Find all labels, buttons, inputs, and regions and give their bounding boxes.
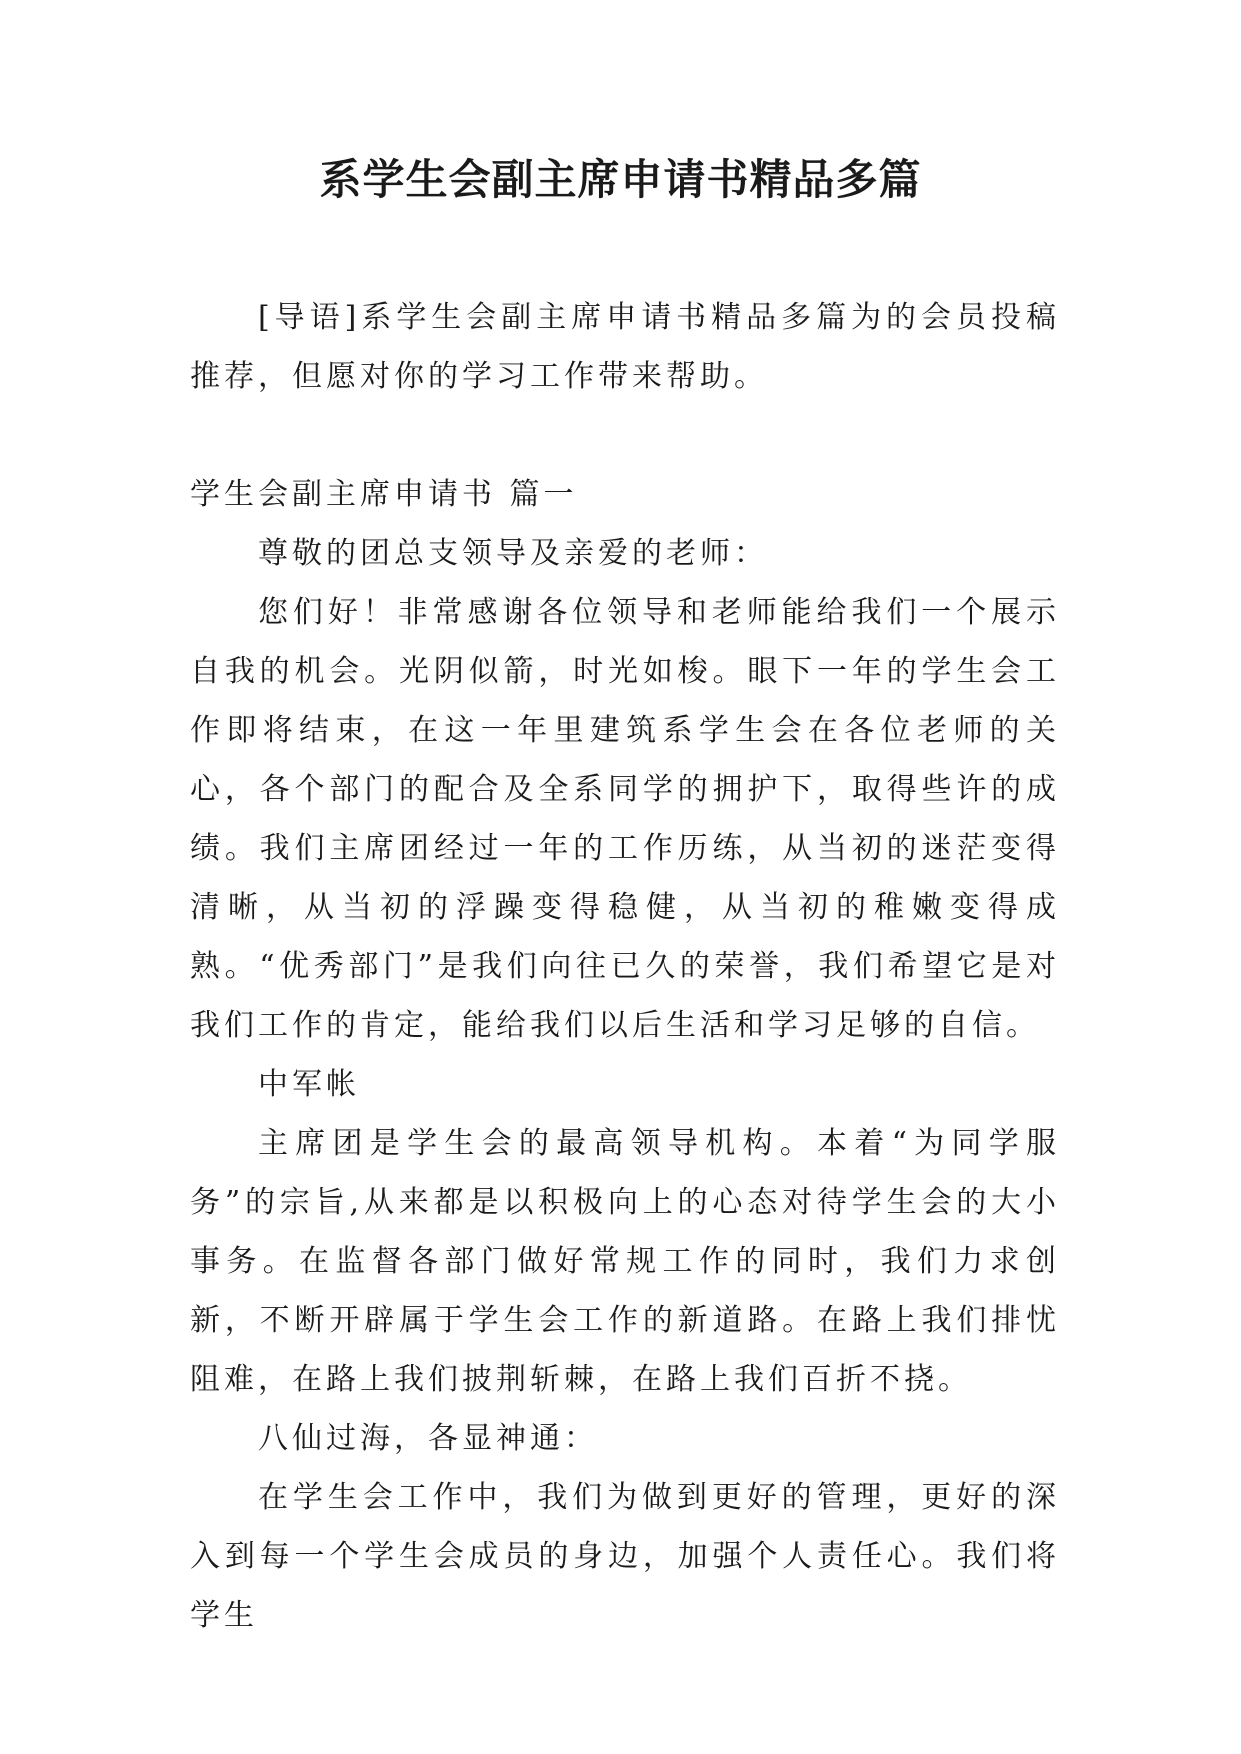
paragraph: 在学生会工作中，我们为做到更好的管理，更好的深入到每一个学生会成员的身边，加强个人责任心。我们将学生 (190, 1480, 1060, 1633)
paragraph: 主席团是学生会的最高领导机构。本着“为同学服务”的宗旨,从来都是以积极向上的心态对待学生会的大小事务。在监督各部门做好常规工作的同时，我们力求创新，不断开辟属于学生会工作的新道路。在路上我们排忧阻难，在路上我们披荆斩棘，在路上我们百折不挠。 (190, 1126, 1060, 1397)
document-title: 系学生会副主席申请书精品多篇 (319, 155, 922, 204)
spacer (190, 406, 1060, 465)
section-heading: 学生会副主席申请书 篇一 (190, 477, 578, 512)
subheading: 中军帐 (258, 1067, 360, 1102)
salutation: 尊敬的团总支领导及亲爱的老师： (258, 536, 768, 571)
document-body (190, 288, 1060, 1645)
subheading: 八仙过海，各显神通： (258, 1421, 598, 1456)
paragraph: 您们好！非常感谢各位领导和老师能给我们一个展示自我的机会。光阴似箭，时光如梭。眼下一年的学生会工作即将结束，在这一年里建筑系学生会在各位老师的关心，各个部门的配合及全系同学的拥护下，取得些许的成绩。我们主席团经过一年的工作历练，从当初的迷茫变得清晰，从当初的浮躁变得稳健，从当初的稚嫩变得成熟。“优秀部门”是我们向往已久的荣誉，我们希望它是对我们工作的肯定，能给我们以后生活和学习足够的自信。 (190, 595, 1060, 1043)
intro-paragraph: [导语]系学生会副主席申请书精品多篇为的会员投稿推荐，但愿对你的学习工作带来帮助。 (190, 300, 1060, 394)
